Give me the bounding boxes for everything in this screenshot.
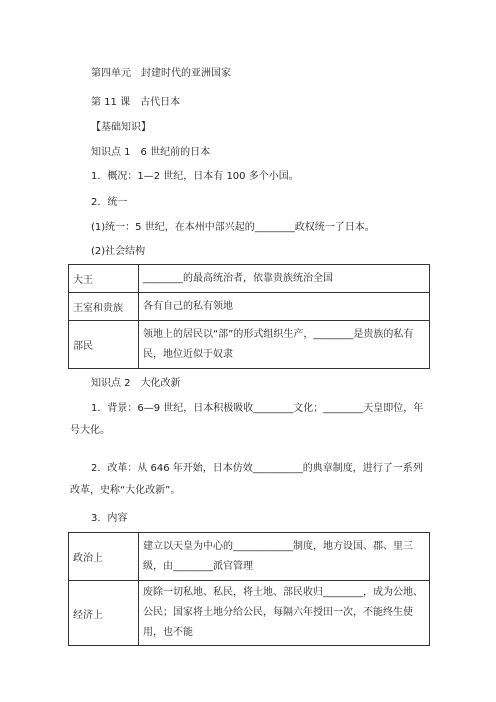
kp1-item-2: 2．统一 xyxy=(91,197,128,208)
lesson-title: 第 11 课 古代日本 xyxy=(91,97,181,108)
knowledge-point-1-title: 知识点 1 6 世纪前的日本 xyxy=(91,147,211,158)
social-structure-table xyxy=(68,264,430,369)
section-heading: 【基础知识】 xyxy=(91,122,151,133)
kp1-item-2-sub-2: (2)社会结构 xyxy=(91,246,146,257)
table-row xyxy=(69,321,430,369)
knowledge-point-2-title: 知识点 2 大化改新 xyxy=(91,378,181,389)
table-cell-key: 大王 xyxy=(69,265,139,293)
kp2-item-2: 2．改革：从 646 年开始，日本仿效__________的典章制度，进行了一系列改革，史称“大化改新”。 xyxy=(70,463,423,496)
unit-title: 第四单元 封建时代的亚洲国家 xyxy=(91,68,231,79)
table-cell-value: 各有自己的私有领地 xyxy=(139,293,430,321)
table-cell-value: ________的最高统治者，依靠贵族统治全国 xyxy=(139,265,430,293)
reform-content-table xyxy=(68,532,430,646)
table-cell-key: 政治上 xyxy=(69,533,139,581)
table-cell-key: 王室和贵族 xyxy=(69,293,139,321)
table-cell-key: 部民 xyxy=(69,321,139,369)
table-cell-key: 经济上 xyxy=(69,581,139,646)
table-cell-value: 废除一切私地、私民，将土地、部民收归________，成为公地、公民；国家将土地分给公民，每隔六年授田一次，不能终生使用，也不能 xyxy=(139,581,430,646)
kp2-item-3: 3．内容 xyxy=(91,513,128,524)
table-row xyxy=(69,265,430,293)
table-row xyxy=(69,581,430,646)
table-row xyxy=(69,533,430,581)
kp1-item-1: 1．概况：1—2 世纪，日本有 100 多个小国。 xyxy=(91,171,299,182)
table-cell-value: 领地上的居民以“部”的形式组织生产，________是贵族的私有民，地位近似于奴隶 xyxy=(139,321,430,369)
kp1-item-2-sub-1: (1)统一：5 世纪，在本州中部兴起的________政权统一了日本。 xyxy=(91,222,375,233)
kp2-item-1: 1．背景：6—9 世纪，日本积极吸收________文化；________天皇即位，年号大化。 xyxy=(70,403,424,436)
table-row xyxy=(69,293,430,321)
table-cell-value: 建立以天皇为中心的____________制度，地方设国、郡、里三级，由________派官管理 xyxy=(139,533,430,581)
